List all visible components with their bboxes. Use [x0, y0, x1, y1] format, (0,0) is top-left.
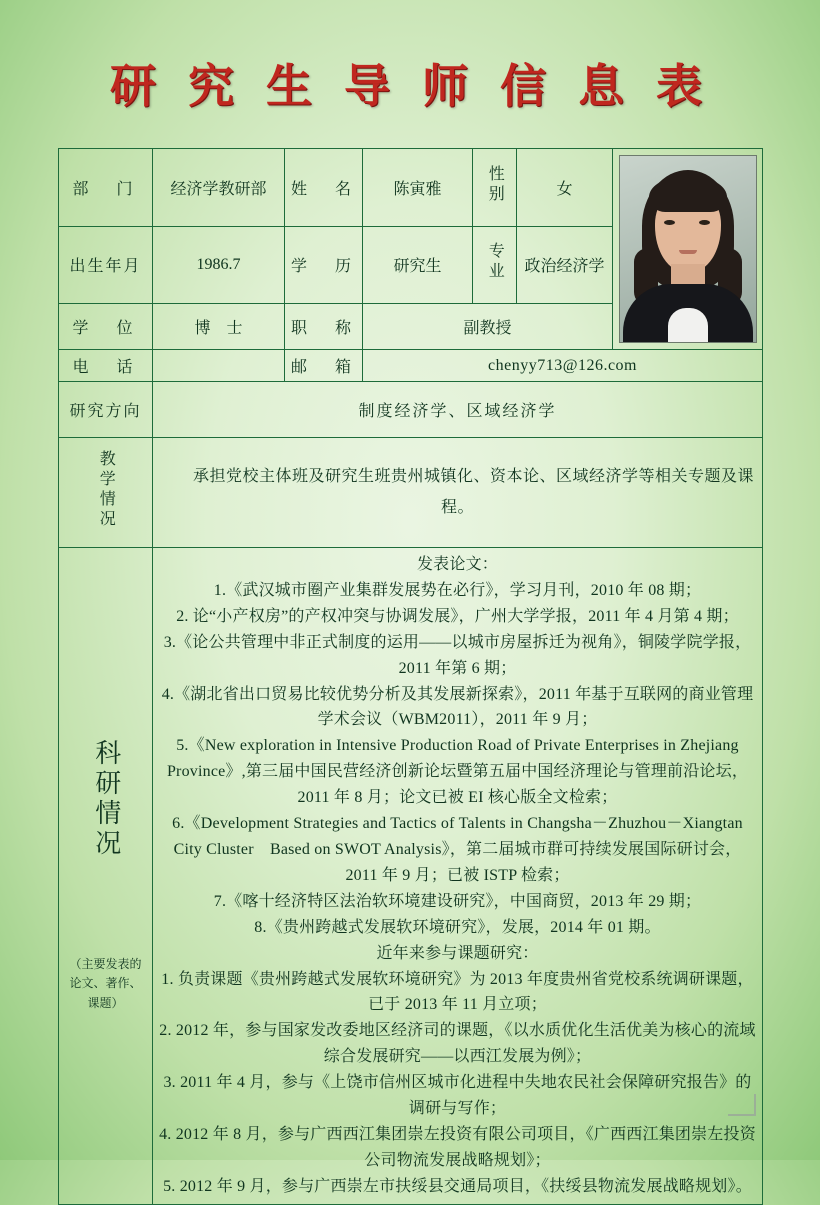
paper-item: 6.《Development Strategies and Tactics of Talents in Changsha－Zhuzhou－Xiangtan City Cluster Based on SWOT Analysis》，第二届城市群可持续发展国际研讨会，2011 年 9 月；已被 ISTP 检索；: [172, 815, 743, 884]
project-item: 1. 负责课题《贵州跨越式发展软环境研究》为 2013 年度贵州省党校系统调研课题，已于 2013 年 11 月立项；: [161, 970, 754, 1014]
value-email: chenyy713@126.com: [363, 350, 763, 382]
table-row: [59, 350, 763, 382]
table-row: [59, 382, 763, 438]
projects-heading: 近年来参与课题研究：: [376, 944, 539, 962]
label-name-text: 姓 名: [291, 180, 358, 198]
label-email-text: 邮 箱: [291, 359, 358, 376]
label-teaching-text: 教学情况: [97, 450, 115, 530]
label-phone: [59, 350, 153, 382]
page-title: 研 究 生 导 师 信 息 表: [109, 59, 711, 113]
label-name: [285, 149, 363, 227]
label-phone-text: 电 话: [72, 359, 139, 376]
label-education-text: 学 历: [291, 258, 358, 276]
value-research-work: [153, 548, 763, 1205]
value-birth: 1986.7: [153, 226, 285, 304]
table-row: [59, 149, 763, 227]
value-research-direction: 制度经济学、区域经济学: [153, 382, 763, 438]
paper-item: 8.《贵州跨越式发展软环境研究》，发展，2014 年 01 期。: [254, 918, 661, 936]
label-major: [473, 226, 517, 304]
project-item: 2. 2012 年，参与国家发改委地区经济司的课题，《以水质优化生活优美为核心的流域综合发展研究——以西江发展为例》；: [159, 1022, 756, 1066]
paper-item: 7.《喀十经济特区法治软环境建设研究》，中国商贸，2013 年 29 期；: [213, 892, 702, 910]
label-major-text: 专业: [486, 242, 504, 283]
label-job-title: [285, 304, 363, 350]
project-item: 3. 2011 年 4 月，参与《上饶市信州区城市化进程中失地农民社会保障研究报告》的调研与写作；: [163, 1074, 752, 1118]
label-research-direction-text: 研究方向: [69, 403, 142, 420]
photo-cell: [613, 149, 763, 350]
label-research-note: （主要发表的论文、著作、课题）: [69, 957, 142, 1010]
label-teaching: [59, 438, 153, 548]
label-research-direction: [59, 382, 153, 438]
value-name: 陈寅雅: [363, 149, 473, 227]
label-email: [285, 350, 363, 382]
label-degree: [59, 304, 153, 350]
label-department: [59, 149, 153, 227]
table-row: [59, 438, 763, 548]
paper-item: 5.《New exploration in Intensive Production Road of Private Enterprises in Zhejiang Province》,第三届中国民营经济创新论坛暨第五届中国经济理论与管理前沿论坛，2011 年 8 月；论文已被 EI 核心版全文检索；: [166, 737, 755, 807]
corner-mark: [728, 1094, 756, 1116]
value-department: 经济学教研部: [153, 149, 285, 227]
value-phone: [153, 350, 285, 382]
label-department-text: 部 门: [72, 180, 139, 198]
paper-item: 1.《武汉城市圈产业集群发展势在必行》，学习月刊，2010 年 08 期；: [213, 581, 702, 599]
value-gender: 女: [517, 149, 613, 227]
label-gender: [473, 149, 517, 227]
label-education: [285, 226, 363, 304]
value-teaching: 承担党校主体班及研究生班贵州城镇化、资本论、区域经济学等相关专题及课程。: [153, 438, 763, 548]
label-birth: [59, 226, 153, 304]
table-row: [59, 548, 763, 1205]
project-item: 4. 2012 年 8 月，参与广西西江集团崇左投资有限公司项目，《广西西江集团崇左投资公司物流发展战略规划》；: [159, 1125, 756, 1169]
value-degree: 博 士: [153, 304, 285, 350]
value-major: 政治经济学: [517, 226, 613, 304]
label-research-work-text: 科研情况: [91, 738, 121, 859]
paper-item: 4.《湖北省出口贸易比较优势分析及其发展新探索》，2011 年基于互联网的商业管理学术会议（WBM2011），2011 年 9 月；: [161, 685, 754, 729]
label-research-work: [59, 548, 153, 1205]
avatar: [619, 155, 757, 343]
label-gender-text: 性别: [486, 164, 504, 205]
value-education: 研究生: [363, 226, 473, 304]
label-degree-text: 学 位: [72, 320, 139, 338]
project-item: 5. 2012 年 9 月，参与广西崇左市扶绥县交通局项目，《扶绥县物流发展战略规划》。: [163, 1177, 752, 1195]
instructor-info-table: [58, 148, 763, 1205]
label-job-title-text: 职 称: [291, 320, 358, 338]
papers-heading: 发表论文：: [416, 556, 498, 573]
paper-item: 2. 论“小产权房”的产权冲突与协调发展》，广州大学学报，2011 年 4 月第 4 期；: [176, 607, 739, 625]
paper-item: 3.《论公共管理中非正式制度的运用——以城市房屋拆迁为视角》，铜陵学院学报，2011 年第 6 期；: [163, 633, 752, 677]
label-birth-text: 出生年月: [69, 258, 142, 276]
value-job-title: 副教授: [363, 304, 613, 350]
